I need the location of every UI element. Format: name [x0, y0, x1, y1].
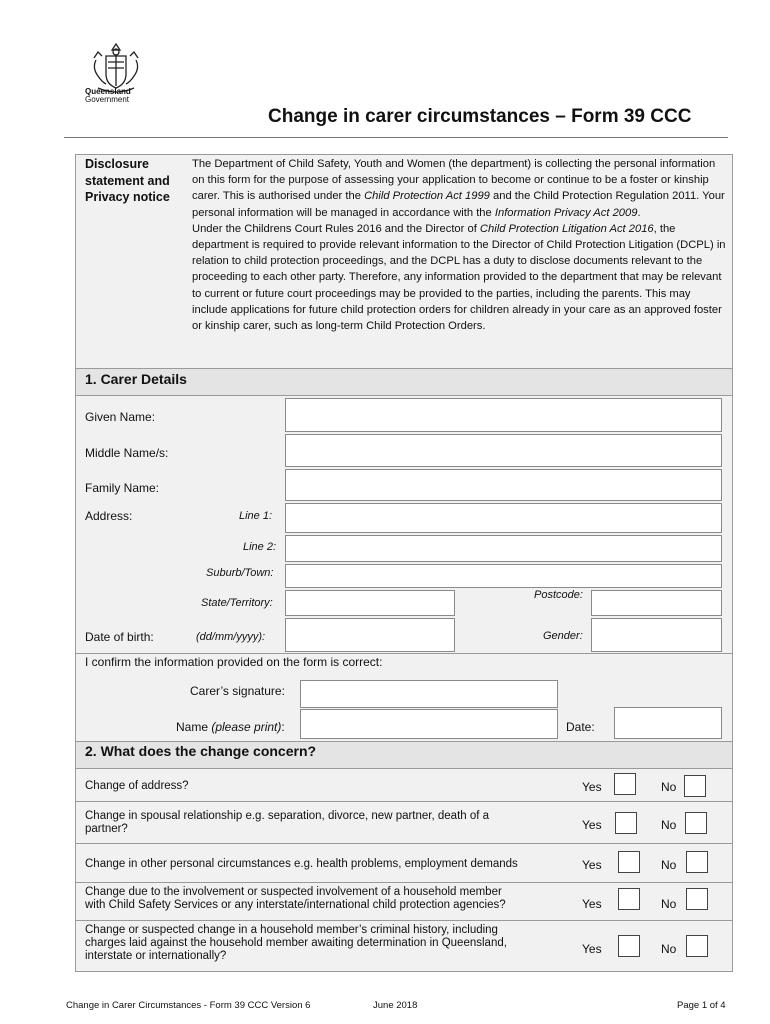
- state-label: State/Territory:: [201, 597, 273, 609]
- no-label: No: [661, 897, 677, 911]
- postcode-field[interactable]: [591, 590, 722, 616]
- name-print-field[interactable]: [300, 709, 558, 739]
- suburb-field[interactable]: [285, 564, 722, 588]
- question-personal-circumstances: Change in other personal circumstances e.g. health problems, employment demands: [85, 858, 518, 870]
- state-field[interactable]: [285, 590, 455, 616]
- no-label: No: [661, 858, 677, 872]
- dob-field[interactable]: [285, 618, 455, 652]
- yes-label: Yes: [582, 942, 602, 956]
- divider: [75, 801, 733, 802]
- given-name-label: Given Name:: [85, 410, 156, 424]
- divider: [75, 768, 733, 769]
- q5-yes-checkbox[interactable]: [618, 935, 640, 957]
- address-line2-label: Line 2:: [243, 541, 277, 553]
- middle-name-field[interactable]: [285, 434, 722, 467]
- title-rule: [64, 137, 728, 138]
- divider: [75, 843, 733, 844]
- question-change-of-address: Change of address?: [85, 780, 189, 792]
- dob-label: Date of birth:: [85, 630, 154, 644]
- yes-label: Yes: [582, 858, 602, 872]
- address-label: Address:: [85, 509, 133, 523]
- question-household-member-involvement: Change due to the involvement or suspected involvement of a household member with Child Safety Services or any interstate/international child protection agencies?: [85, 886, 506, 911]
- family-name-label: Family Name:: [85, 481, 160, 495]
- section1-heading: 1. Carer Details: [85, 371, 187, 387]
- gender-label: Gender:: [543, 630, 583, 642]
- middle-name-label: Middle Name/s:: [85, 446, 169, 460]
- q1-no-checkbox[interactable]: [684, 775, 706, 797]
- divider: [75, 653, 733, 654]
- name-print-label: Name (please print):: [176, 720, 285, 734]
- disclosure-heading: Disclosure statement and Privacy notice: [85, 157, 170, 204]
- yes-label: Yes: [582, 818, 602, 832]
- address-line2-field[interactable]: [285, 535, 722, 562]
- question-criminal-history: Change or suspected change in a household member’s criminal history, including charges laid against the household member awaiting determination in Queensland, interstate or internationally?: [85, 924, 507, 962]
- suburb-label: Suburb/Town:: [206, 567, 274, 579]
- footer-date: June 2018: [373, 1000, 418, 1011]
- no-label: No: [661, 818, 677, 832]
- footer-form-version: Change in Carer Circumstances - Form 39 CCC Version 6: [66, 1000, 311, 1011]
- gender-field[interactable]: [591, 618, 722, 652]
- divider: [75, 395, 733, 396]
- section2-heading: 2. What does the change concern?: [85, 743, 317, 759]
- q2-no-checkbox[interactable]: [685, 812, 707, 834]
- q5-no-checkbox[interactable]: [686, 935, 708, 957]
- privacy-notice-text: The Department of Child Safety, Youth and Women (the department) is collecting the personal information on this form for the purpose of assessing your application to become or continue to be a foster or kinship carer. This is authorised under the Child Protection Act 1999 and the Child Protection Regulation 2011. Your personal information will be managed in accordance with the Information Privacy Act 2009. Under the Childrens Court Rules 2016 and the Director of Child Protection Litigation Act 2016, the department is required to provide relevant information to the Director of Child Protection Litigation (DCPL) in relation to child protection proceedings, and the DCPL has a duty to disclose documents relevant to the proceeding to each other party. Therefore, any information provided to the department that may be relevant to current or future court proceedings may be provided to the parties, including the parents. This may include applications for future child protection orders for children already in your care as an approved foster or kinship carer, such as long-term Child Protection Orders.: [192, 158, 726, 333]
- q4-yes-checkbox[interactable]: [618, 888, 640, 910]
- logo-text-queensland: Queensland: [85, 87, 131, 96]
- form-title: Change in carer circumstances – Form 39 CCC: [268, 106, 692, 127]
- postcode-label: Postcode:: [534, 589, 583, 601]
- divider: [75, 920, 733, 921]
- no-label: No: [661, 942, 677, 956]
- dob-format-label: (dd/mm/yyyy):: [196, 631, 266, 643]
- footer-page-number: Page 1 of 4: [677, 1000, 726, 1011]
- q2-yes-checkbox[interactable]: [615, 812, 637, 834]
- address-line1-label: Line 1:: [239, 510, 273, 522]
- date-label: Date:: [566, 720, 595, 734]
- given-name-field[interactable]: [285, 398, 722, 432]
- yes-label: Yes: [582, 897, 602, 911]
- signature-label: Carer’s signature:: [190, 684, 285, 698]
- confirm-statement: I confirm the information provided on the form is correct:: [85, 655, 383, 669]
- q3-yes-checkbox[interactable]: [618, 851, 640, 873]
- yes-label: Yes: [582, 780, 602, 794]
- logo-text-government: Government: [85, 95, 130, 104]
- q3-no-checkbox[interactable]: [686, 851, 708, 873]
- divider: [75, 882, 733, 883]
- question-spousal-relationship: Change in spousal relationship e.g. separation, divorce, new partner, death of a partner?: [85, 810, 490, 835]
- family-name-field[interactable]: [285, 469, 722, 501]
- q1-yes-checkbox[interactable]: [614, 773, 636, 795]
- no-label: No: [661, 780, 677, 794]
- date-field[interactable]: [614, 707, 722, 739]
- address-line1-field[interactable]: [285, 503, 722, 533]
- q4-no-checkbox[interactable]: [686, 888, 708, 910]
- signature-field[interactable]: [300, 680, 558, 708]
